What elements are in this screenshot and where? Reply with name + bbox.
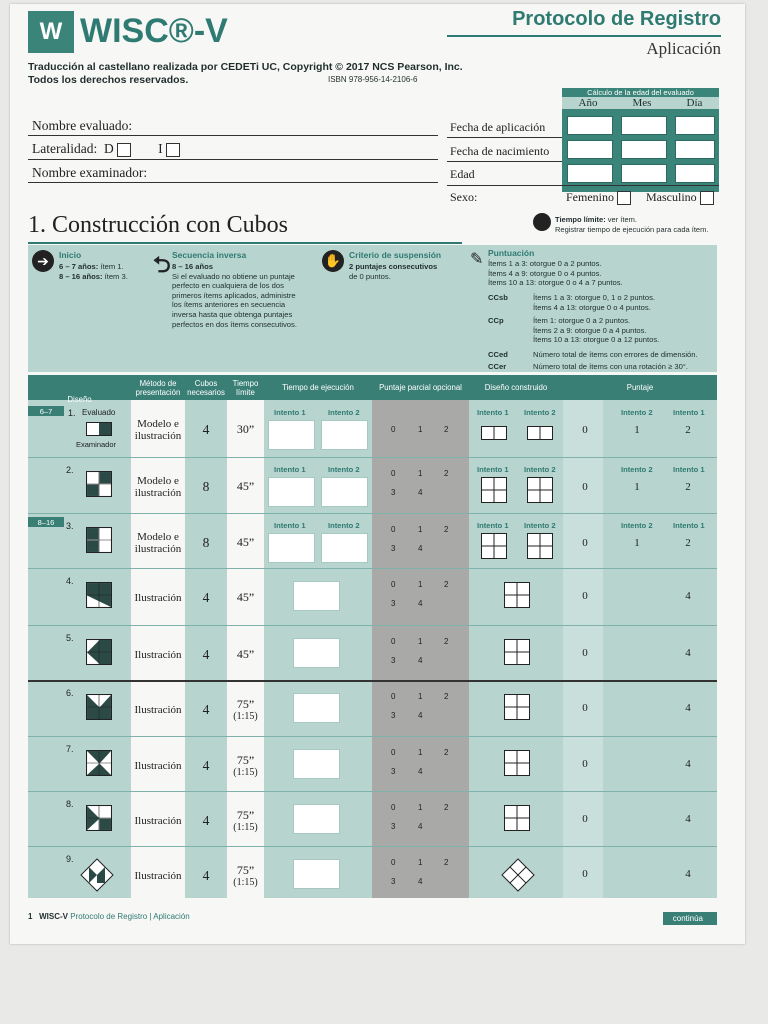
attempt1-label: Intento 1 [673, 465, 705, 474]
exec-time-field[interactable] [293, 581, 340, 611]
partial-option[interactable]: 4 [418, 767, 423, 776]
application-year-field[interactable] [567, 116, 613, 135]
age-calc-title: Cálculo de la edad del evaluado [587, 88, 694, 97]
item-number: 8. [66, 799, 74, 809]
doc-subtitle: Aplicación [646, 39, 721, 58]
item-number: 6. [66, 688, 74, 698]
partial-option[interactable]: 2 [444, 580, 449, 589]
partial-option[interactable]: 2 [444, 803, 449, 812]
female-checkbox[interactable] [617, 191, 631, 205]
attempt1-label: Intento 1 [477, 521, 509, 530]
start-text: 6 – 7 años: ítem 1. 8 – 16 años: ítem 3. [59, 262, 128, 281]
age-row-birth: Fecha de nacimiento [450, 144, 550, 158]
attempt2-label: Intento 2 [524, 521, 556, 530]
partial-option[interactable]: 4 [418, 656, 423, 665]
presentation-method: Modelo e ilustración [134, 475, 182, 499]
birth-year-field[interactable] [567, 140, 613, 159]
score-option[interactable]: 0 [582, 868, 588, 880]
exec-time-attempt1[interactable] [268, 477, 315, 507]
ccer-text: Número total de ítems con una rotación ≥ 30°. [533, 362, 688, 371]
exec-time-field[interactable] [293, 859, 340, 889]
presentation-method: Ilustración [134, 704, 182, 716]
built-grid-attempt2-icon[interactable] [527, 477, 553, 508]
sex-male: Masculino [646, 190, 714, 205]
birth-day-field[interactable] [675, 140, 715, 159]
score-option[interactable]: 2 [685, 481, 691, 493]
stopwatch-icon [533, 213, 551, 231]
attempt1-label: Intento 1 [274, 521, 306, 530]
section-title: 1. Construcción con Cubos [28, 212, 288, 238]
design-pattern-icon [86, 694, 112, 725]
reverse-text: 8 – 16 años Si el evaluado no obtiene un puntaje perfecto en cualquiera de los dos primeros ítems aplicados, administre los ítems anteriores en secuencia inversa hasta que obtenga puntajes perfectos en dos ítems consecutivos. [172, 262, 297, 329]
age-col-month: Mes [632, 97, 652, 109]
age-tab-8-16: 8–16 [28, 517, 64, 527]
presentation-method: Ilustración [134, 592, 182, 604]
examiner-label: Examinador [76, 440, 117, 449]
time-limit: 75” [236, 697, 255, 711]
built-grid-icon[interactable] [504, 750, 530, 781]
cubes-needed: 4 [202, 813, 210, 828]
score-option[interactable]: 2 [685, 537, 691, 549]
table-header [28, 375, 717, 404]
exec-time-attempt2[interactable] [321, 477, 368, 507]
age-col-year: Año [578, 97, 598, 109]
built-grid-attempt1-icon[interactable] [481, 533, 507, 564]
score-option[interactable]: 0 [582, 590, 588, 602]
cubes-needed: 4 [202, 647, 210, 662]
start-arrow-icon: ➔ [32, 250, 54, 272]
partial-option[interactable]: 1 [418, 425, 423, 434]
age-row-application: Fecha de aplicación [450, 120, 546, 134]
age-tab-6-7: 6–7 [28, 406, 64, 416]
presentation-method: Ilustración [134, 870, 182, 882]
ccsb-text: Ítems 1 a 3: otorgue 0, 1 o 2 puntos. Ítems 4 a 13: otorgue 0 o 4 puntos. [533, 293, 656, 312]
time-limit-note: Tiempo límite: ver ítem. Registrar tiempo de ejecución para cada ítem. [555, 215, 709, 234]
time-limit-alt: (1:15) [233, 877, 258, 888]
partial-option[interactable]: 0 [391, 525, 396, 534]
partial-option[interactable]: 3 [391, 488, 396, 497]
built-grid-icon[interactable] [504, 694, 530, 725]
built-grid-attempt1-icon[interactable] [481, 477, 507, 508]
partial-option[interactable]: 0 [391, 748, 396, 757]
th-exec-time: Tiempo de ejecución [282, 383, 354, 392]
row-divider [28, 625, 717, 626]
time-limit-alt: (1:15) [233, 767, 258, 778]
isbn: ISBN 978-956-14-2106-6 [328, 75, 418, 84]
presentation-method: Modelo e ilustración [134, 418, 182, 442]
th-cubes: Cubos necesarios [187, 378, 225, 397]
built-grid-icon[interactable] [504, 582, 530, 613]
partial-option[interactable]: 3 [391, 599, 396, 608]
built-grid-icon[interactable] [504, 805, 530, 836]
attempt2-label: Intento 2 [328, 465, 360, 474]
exec-time-field[interactable] [293, 749, 340, 779]
partial-option[interactable]: 4 [418, 711, 423, 720]
ccer-label: CCer [488, 362, 507, 371]
partial-option[interactable]: 3 [391, 656, 396, 665]
time-limit-alt: (1:15) [233, 822, 258, 833]
time-limit: 45” [236, 535, 255, 549]
presentation-method: Ilustración [134, 815, 182, 827]
partial-option[interactable]: 2 [444, 858, 449, 867]
partial-option[interactable]: 2 [444, 425, 449, 434]
row-divider [28, 846, 717, 847]
stop-text: 2 puntajes consecutivos de 0 puntos. [349, 262, 438, 281]
score-option[interactable]: 4 [685, 758, 691, 770]
copyright-text: Traducción al castellano realizada por CEDETi UC, Copyright © 2017 NCS Pearson, Inc. Todos los derechos reservados. [28, 61, 463, 86]
attempt1-label: Intento 1 [274, 408, 306, 417]
partial-option[interactable]: 1 [418, 637, 423, 646]
application-day-field[interactable] [675, 116, 715, 135]
ccp-label: CCp [488, 316, 504, 325]
design-pattern-icon [86, 527, 112, 558]
partial-option[interactable]: 1 [418, 525, 423, 534]
reverse-title: Secuencia inversa [172, 250, 247, 260]
row-divider [28, 457, 717, 458]
partial-option[interactable]: 1 [418, 580, 423, 589]
stop-title: Criterio de suspensión [349, 250, 442, 260]
attempt1-label: Intento 1 [477, 408, 509, 417]
exec-time-field[interactable] [293, 638, 340, 668]
attempt1-label: Intento 1 [477, 465, 509, 474]
built-grid-attempt1-icon[interactable] [481, 426, 507, 445]
design-pattern-icon [80, 858, 114, 897]
score-option[interactable]: 4 [685, 590, 691, 602]
th-method: Método de presentación [135, 378, 181, 397]
partial-option[interactable]: 1 [418, 858, 423, 867]
partial-option[interactable]: 0 [391, 425, 396, 434]
age-year-field[interactable] [567, 164, 613, 183]
pencil-icon: ✎ [470, 251, 484, 268]
partial-option[interactable]: 4 [418, 488, 423, 497]
cubes-needed: 4 [202, 868, 210, 883]
score-option[interactable]: 1 [634, 481, 640, 493]
exec-time-field[interactable] [293, 693, 340, 723]
age-col-day: Día [686, 97, 703, 109]
score-option[interactable]: 4 [685, 647, 691, 659]
exec-time-attempt1[interactable] [268, 420, 315, 450]
attempt1-label: Intento 1 [673, 408, 705, 417]
cubes-needed: 8 [202, 479, 210, 494]
page-footer: 1 WISC-V Protocolo de Registro | Aplicación [28, 912, 190, 921]
score-option[interactable]: 4 [685, 868, 691, 880]
sex-label: Sexo: [450, 190, 478, 204]
partial-option[interactable]: 1 [418, 748, 423, 757]
partial-option[interactable]: 4 [418, 822, 423, 831]
cced-text: Número total de ítems con errores de dimensión. [533, 350, 698, 359]
partial-option[interactable]: 3 [391, 877, 396, 886]
row-divider [28, 736, 717, 737]
score-option[interactable]: 0 [582, 481, 588, 493]
presentation-method: Ilustración [134, 649, 182, 661]
laterality-i-checkbox[interactable] [166, 143, 180, 157]
exec-time-attempt2[interactable] [321, 420, 368, 450]
partial-option[interactable]: 3 [391, 822, 396, 831]
ccsb-label: CCsb [488, 293, 508, 302]
score-option[interactable]: 0 [582, 537, 588, 549]
partial-option[interactable]: 4 [418, 877, 423, 886]
attempt2-label: Intento 2 [621, 521, 653, 530]
name-input-line[interactable] [28, 135, 438, 136]
attempt2-label: Intento 2 [621, 408, 653, 417]
scoring-title: Puntuación [488, 248, 535, 258]
sex-female: Femenino [566, 190, 631, 205]
score-option[interactable]: 1 [634, 537, 640, 549]
brand-title: WISC®-V [80, 12, 228, 50]
examiner-label: Nombre examinador: [32, 165, 148, 180]
design-pattern-icon [86, 750, 112, 781]
cubes-needed: 4 [202, 702, 210, 717]
attempt2-label: Intento 2 [328, 408, 360, 417]
partial-option[interactable]: 4 [418, 544, 423, 553]
score-option[interactable]: 4 [685, 702, 691, 714]
item-number: 3. [66, 521, 74, 531]
laterality-d-checkbox[interactable] [117, 143, 131, 157]
partial-option[interactable]: 2 [444, 692, 449, 701]
th-score: Puntaje [626, 383, 654, 392]
row-divider [28, 568, 717, 569]
partial-option[interactable]: 2 [444, 637, 449, 646]
partial-option[interactable]: 0 [391, 803, 396, 812]
time-limit: 45” [236, 647, 255, 661]
row-divider [28, 680, 717, 682]
partial-option[interactable]: 3 [391, 544, 396, 553]
th-partial: Puntaje parcial opcional [379, 383, 462, 392]
score-option[interactable]: 0 [582, 813, 588, 825]
th-time-limit: Tiempo límite [232, 378, 259, 397]
ccp-text: Ítem 1: otorgue 0 a 2 puntos. Ítems 2 a 9: otorgue 0 a 4 puntos. Ítems 10 a 13: otorgue 0 a 12 puntos. [533, 316, 660, 345]
cubes-needed: 8 [202, 535, 210, 550]
row-divider [28, 791, 717, 792]
section-divider [28, 242, 462, 244]
laterality-line [28, 159, 438, 160]
exec-time-attempt1[interactable] [268, 533, 315, 563]
attempt2-label: Intento 2 [524, 465, 556, 474]
attempt2-label: Intento 2 [328, 521, 360, 530]
score-option[interactable]: 1 [634, 424, 640, 436]
th-built-design: Diseño construido [484, 383, 548, 392]
time-limit: 75” [236, 808, 255, 822]
score-option[interactable]: 0 [582, 647, 588, 659]
time-limit: 45” [236, 479, 255, 493]
score-option[interactable]: 4 [685, 813, 691, 825]
design-pattern-icon [86, 805, 112, 836]
partial-option[interactable]: 0 [391, 469, 396, 478]
built-grid-attempt2-icon[interactable] [527, 426, 553, 445]
time-limit: 45” [236, 590, 255, 604]
partial-option[interactable]: 2 [444, 469, 449, 478]
partial-option[interactable]: 1 [418, 469, 423, 478]
time-limit: 75” [236, 863, 255, 877]
male-checkbox[interactable] [700, 191, 714, 205]
time-limit-alt: (1:15) [233, 711, 258, 722]
age-month-field[interactable] [621, 164, 667, 183]
attempt2-label: Intento 2 [524, 408, 556, 417]
design-pattern-icon [86, 582, 112, 613]
age-day-field[interactable] [675, 164, 715, 183]
presentation-method: Ilustración [134, 760, 182, 772]
th-design: Diseño [67, 395, 92, 404]
presentation-method: Modelo e ilustración [134, 531, 182, 555]
cced-label: CCed [488, 350, 508, 359]
application-month-field[interactable] [621, 116, 667, 135]
reverse-u-turn-icon: ⮌ [153, 252, 171, 277]
time-limit: 75” [236, 753, 255, 767]
built-grid-attempt2-icon[interactable] [527, 533, 553, 564]
built-diamond-grid-icon[interactable] [501, 858, 535, 897]
exec-time-attempt2[interactable] [321, 533, 368, 563]
birth-month-field[interactable] [621, 140, 667, 159]
doc-title: Protocolo de Registro [512, 8, 721, 30]
item-number: 2. [66, 465, 74, 475]
row-divider [28, 513, 717, 514]
name-label: Nombre evaluado: [32, 118, 133, 133]
age-row-age: Edad [450, 167, 475, 181]
design-pattern-icon [86, 639, 112, 670]
item-number: 9. [66, 854, 74, 864]
start-title: Inicio [59, 250, 82, 260]
cubes-needed: 4 [202, 758, 210, 773]
score-option[interactable]: 0 [582, 424, 588, 436]
title-divider [447, 35, 721, 37]
attempt1-label: Intento 1 [673, 521, 705, 530]
cubes-needed: 4 [202, 422, 210, 437]
partial-option[interactable]: 1 [418, 803, 423, 812]
exec-time-field[interactable] [293, 804, 340, 834]
time-limit: 30” [236, 422, 255, 436]
partial-option[interactable]: 3 [391, 711, 396, 720]
partial-option[interactable]: 3 [391, 767, 396, 776]
partial-option[interactable]: 0 [391, 858, 396, 867]
partial-option[interactable]: 0 [391, 692, 396, 701]
continue-arrow[interactable]: continúa [663, 912, 717, 925]
partial-option[interactable]: 1 [418, 692, 423, 701]
cubes-needed: 4 [202, 590, 210, 605]
design-pattern-icon [86, 422, 112, 441]
protocol-sheet [10, 4, 745, 944]
examiner-input-line[interactable] [28, 182, 438, 183]
partial-option[interactable]: 2 [444, 748, 449, 757]
item-number: 7. [66, 744, 74, 754]
laterality-field: Lateralidad: D I [32, 141, 180, 157]
score-option[interactable]: 2 [685, 424, 691, 436]
design-pattern-icon [86, 471, 112, 502]
score-option[interactable]: 0 [582, 758, 588, 770]
attempt2-label: Intento 2 [621, 465, 653, 474]
partial-option[interactable]: 0 [391, 580, 396, 589]
item-number: 4. [66, 576, 74, 586]
evaluee-label: Evaluado [82, 408, 116, 417]
scoring-text: Ítems 1 a 3: otorgue 0 a 2 puntos. Ítems 4 a 9: otorgue 0 o 4 puntos. Ítems 10 a 13: otorgue 0 o 4 a 7 puntos. [488, 259, 623, 288]
item-number: 1. [68, 408, 76, 418]
partial-option[interactable]: 4 [418, 599, 423, 608]
item-number: 5. [66, 633, 74, 643]
attempt1-label: Intento 1 [274, 465, 306, 474]
score-option[interactable]: 0 [582, 702, 588, 714]
partial-option[interactable]: 0 [391, 637, 396, 646]
wisc-logo-icon: W [28, 11, 74, 53]
stop-hand-icon: ✋ [322, 250, 344, 272]
built-grid-icon[interactable] [504, 639, 530, 670]
partial-option[interactable]: 2 [444, 525, 449, 534]
